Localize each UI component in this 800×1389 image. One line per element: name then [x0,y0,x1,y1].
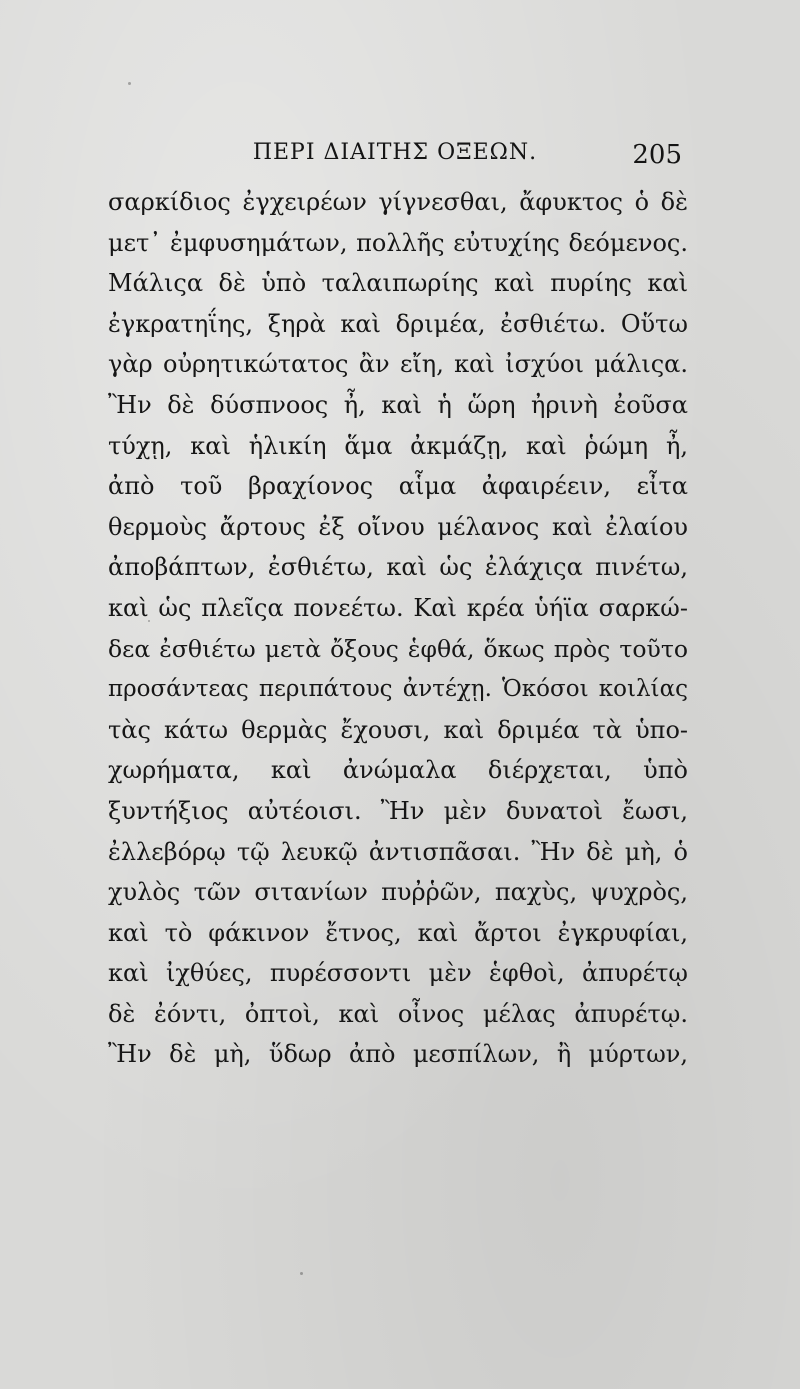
text-line: ἐγκρατηΐης, ξηρὰ καὶ δριμέα, ἐσθιέτω. Οὕτω [108,309,688,338]
body-text [108,182,688,1075]
text-line: καὶ τὸ φάκινον ἔτνος, καὶ ἄρτοι ἐγκρυφίαι, [108,918,688,947]
text-line: καὶ ἰχθύες, πυρέσσοντι μὲν ἑφθοὶ, ἀπυρέτῳ [108,959,688,988]
text-line: γὰρ οὐρητικώτατος ἂν εἴη, καὶ ἰσχύοι μάλιςα. [108,350,688,379]
text-line: ἀπὸ τοῦ βραχίονος αἷμα ἀφαιρέειν, εἶτα [108,472,688,501]
text-line: χωρήματα, καὶ ἀνώμαλα διέρχεται, ὑπὸ [108,756,688,785]
paper-speck [128,82,131,85]
text-line: τύχῃ, καὶ ἡλικίη ἅμα ἀκμάζῃ, καὶ ῥώμη ἦ, [108,431,688,460]
text-line: θερμοὺς ἄρτους ἐξ οἴνου μέλανος καὶ ἐλαίου [108,512,688,541]
text-line: ἀποβάπτων, ἐσθιέτω, καὶ ὡς ἐλάχιςα πινέτω, [108,553,688,582]
text-line: δὲ ἐόντι, ὀπτοὶ, καὶ οἶνος μέλας ἀπυρέτῳ. [108,999,688,1028]
text-line: δεα ἐσθιέτω μετὰ ὄξους ἑφθά, ὅκως πρὸς τοῦτο [108,634,688,663]
text-line: τὰς κάτω θερμὰς ἔχουσι, καὶ δριμέα τὰ ὑπο- [108,715,688,744]
page-number: 205 [632,140,682,170]
running-head [108,140,682,176]
text-line: προσάντεας περιπάτους ἀντέχῃ. Ὁκόσοι κοιλίας [108,676,688,703]
paper-speck [300,1272,303,1275]
text-line: Ἢν δὲ μὴ, ὕδωρ ἀπὸ μεσπίλων, ἢ μύρτων, [108,1040,688,1069]
text-line: Ἢν δὲ δύσπνοος ἦ, καὶ ἡ ὥρη ἠρινὴ ἐοῦσα [108,390,688,419]
text-line: καὶ ὡς πλεῖςα πονεέτω. Καὶ κρέα ὑήϊα σαρκώ- [108,593,688,622]
text-line: ξυντήξιος αὐτέοισι. Ἢν μὲν δυνατοὶ ἔωσι, [108,796,688,825]
text-line: μετ᾽ ἐμφυσημάτων, πολλῆς εὐτυχίης δεόμενος. [108,228,688,257]
running-title: ΠΕΡΙ ΔΙΑΙΤΗΣ ΟΞΕΩΝ. [252,140,538,165]
text-line: Μάλιςα δὲ ὑπὸ ταλαιπωρίης καὶ πυρίης καὶ [108,269,688,298]
text-line: ἐλλεβόρῳ τῷ λευκῷ ἀντισπᾶσαι. Ἢν δὲ μὴ, ὁ [108,837,688,866]
text-line: χυλὸς τῶν σιτανίων πυῤῥῶν, παχὺς, ψυχρὸς, [108,878,688,907]
text-line: σαρκίδιος ἐγχειρέων γίγνεσθαι, ἄφυκτος ὁ δὲ [108,188,688,216]
